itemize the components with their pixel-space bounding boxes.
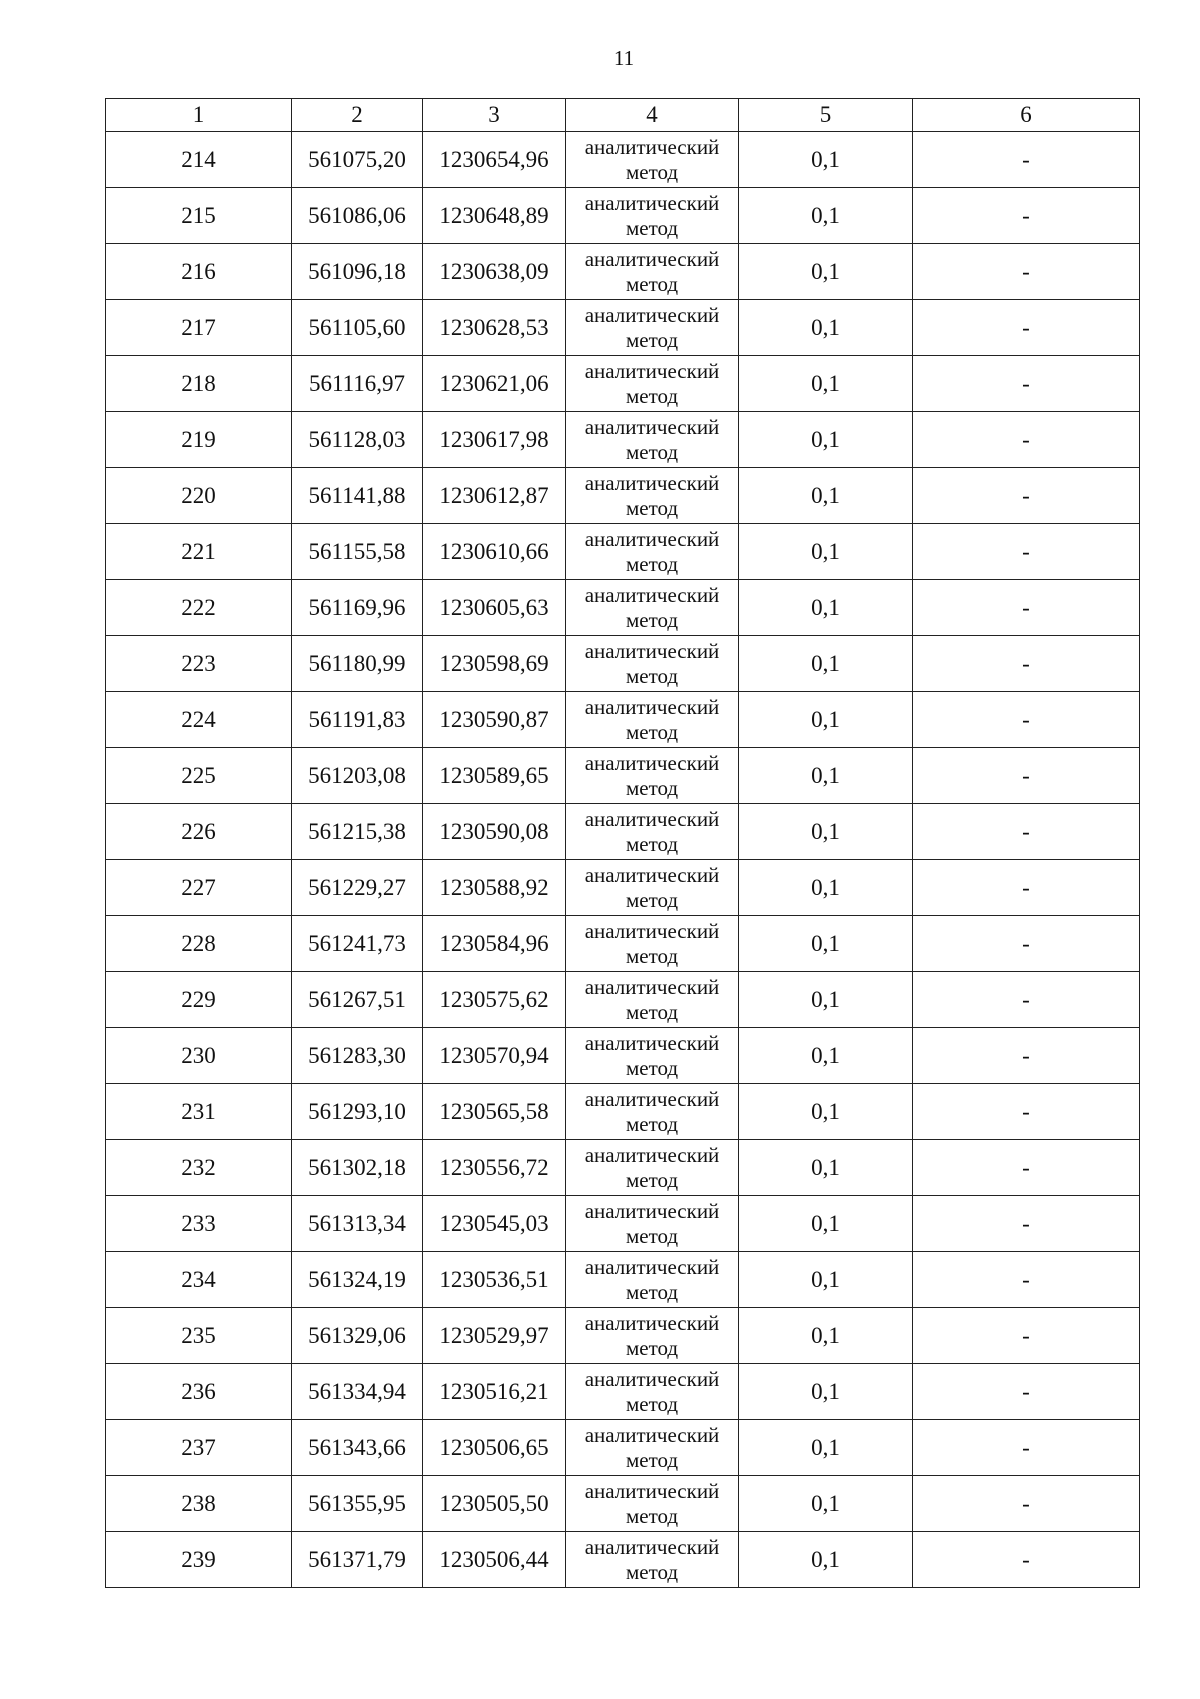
y-coordinate-cell: 1230516,21: [423, 1364, 566, 1420]
x-coordinate-cell: 561128,03: [292, 412, 423, 468]
method-cell: [566, 748, 739, 804]
method-line-1: аналитический: [584, 1142, 720, 1167]
accuracy-cell: 0,1: [739, 1364, 913, 1420]
point-number-cell: 227: [106, 860, 292, 916]
table-row: [106, 244, 1140, 300]
method-line-2: метод: [625, 999, 679, 1024]
method-line-2: метод: [625, 775, 679, 800]
x-coordinate-cell: 561075,20: [292, 132, 423, 188]
y-coordinate-cell: 1230588,92: [423, 860, 566, 916]
method-line-1: аналитический: [584, 1198, 720, 1223]
method-line-1: аналитический: [584, 1366, 720, 1391]
point-number-cell: 234: [106, 1252, 292, 1308]
point-number-cell: 222: [106, 580, 292, 636]
table-row: [106, 524, 1140, 580]
point-number-cell: 224: [106, 692, 292, 748]
method-line-2: метод: [625, 831, 679, 856]
method-line-1: аналитический: [584, 246, 720, 271]
method-line-1: аналитический: [584, 974, 720, 999]
method-line-1: аналитический: [584, 1478, 720, 1503]
method-line-2: метод: [625, 495, 679, 520]
x-coordinate-cell: 561096,18: [292, 244, 423, 300]
method-line-2: метод: [625, 663, 679, 688]
point-number-cell: 223: [106, 636, 292, 692]
table-row: [106, 1252, 1140, 1308]
method-line-1: аналитический: [584, 134, 720, 159]
x-coordinate-cell: 561215,38: [292, 804, 423, 860]
method-line-1: аналитический: [584, 638, 720, 663]
accuracy-cell: 0,1: [739, 1084, 913, 1140]
page-number: 11: [613, 46, 635, 70]
x-coordinate-cell: 561267,51: [292, 972, 423, 1028]
y-coordinate-cell: 1230556,72: [423, 1140, 566, 1196]
accuracy-cell: 0,1: [739, 1252, 913, 1308]
method-line-1: аналитический: [584, 414, 720, 439]
method-cell: [566, 524, 739, 580]
method-cell: [566, 300, 739, 356]
point-number-cell: 238: [106, 1476, 292, 1532]
method-line-2: метод: [625, 1503, 679, 1528]
point-number-cell: 237: [106, 1420, 292, 1476]
method-line-2: метод: [625, 1167, 679, 1192]
accuracy-cell: 0,1: [739, 580, 913, 636]
method-cell: [566, 636, 739, 692]
accuracy-cell: 0,1: [739, 1476, 913, 1532]
method-line-1: аналитический: [584, 470, 720, 495]
method-line-1: аналитический: [584, 1086, 720, 1111]
method-cell: [566, 244, 739, 300]
table-row: [106, 468, 1140, 524]
note-cell: -: [913, 1420, 1140, 1476]
method-line-1: аналитический: [584, 806, 720, 831]
method-line-1: аналитический: [584, 1254, 720, 1279]
method-line-2: метод: [625, 887, 679, 912]
method-line-2: метод: [625, 607, 679, 632]
method-line-2: метод: [625, 1559, 679, 1584]
method-cell: [566, 356, 739, 412]
accuracy-cell: 0,1: [739, 1140, 913, 1196]
accuracy-cell: 0,1: [739, 300, 913, 356]
accuracy-cell: 0,1: [739, 636, 913, 692]
x-coordinate-cell: 561180,99: [292, 636, 423, 692]
method-line-1: аналитический: [584, 918, 720, 943]
note-cell: -: [913, 748, 1140, 804]
point-number-cell: 216: [106, 244, 292, 300]
y-coordinate-cell: 1230610,66: [423, 524, 566, 580]
y-coordinate-cell: 1230612,87: [423, 468, 566, 524]
table-row: [106, 804, 1140, 860]
table-row: [106, 356, 1140, 412]
table-row: [106, 1420, 1140, 1476]
y-coordinate-cell: 1230590,87: [423, 692, 566, 748]
x-coordinate-cell: 561086,06: [292, 188, 423, 244]
x-coordinate-cell: 561116,97: [292, 356, 423, 412]
y-coordinate-cell: 1230545,03: [423, 1196, 566, 1252]
method-line-2: метод: [625, 1279, 679, 1304]
x-coordinate-cell: 561302,18: [292, 1140, 423, 1196]
note-cell: -: [913, 356, 1140, 412]
note-cell: -: [913, 524, 1140, 580]
x-coordinate-cell: 561105,60: [292, 300, 423, 356]
method-line-2: метод: [625, 159, 679, 184]
x-coordinate-cell: 561229,27: [292, 860, 423, 916]
method-line-1: аналитический: [584, 526, 720, 551]
accuracy-cell: 0,1: [739, 916, 913, 972]
method-cell: [566, 1084, 739, 1140]
method-line-1: аналитический: [584, 1030, 720, 1055]
y-coordinate-cell: 1230598,69: [423, 636, 566, 692]
method-cell: [566, 188, 739, 244]
point-number-cell: 217: [106, 300, 292, 356]
point-number-cell: 221: [106, 524, 292, 580]
y-coordinate-cell: 1230638,09: [423, 244, 566, 300]
method-line-1: аналитический: [584, 750, 720, 775]
column-header: 2: [292, 99, 423, 132]
method-line-2: метод: [625, 1335, 679, 1360]
note-cell: -: [913, 1364, 1140, 1420]
note-cell: -: [913, 1308, 1140, 1364]
method-line-1: аналитический: [584, 358, 720, 383]
accuracy-cell: 0,1: [739, 860, 913, 916]
note-cell: -: [913, 804, 1140, 860]
method-line-2: метод: [625, 383, 679, 408]
x-coordinate-cell: 561334,94: [292, 1364, 423, 1420]
x-coordinate-cell: 561203,08: [292, 748, 423, 804]
method-line-1: аналитический: [584, 1534, 720, 1559]
method-line-1: аналитический: [584, 1310, 720, 1335]
x-coordinate-cell: 561141,88: [292, 468, 423, 524]
y-coordinate-cell: 1230584,96: [423, 916, 566, 972]
table-row: [106, 1028, 1140, 1084]
accuracy-cell: 0,1: [739, 524, 913, 580]
x-coordinate-cell: 561283,30: [292, 1028, 423, 1084]
point-number-cell: 236: [106, 1364, 292, 1420]
table-row: [106, 1532, 1140, 1588]
method-line-1: аналитический: [584, 302, 720, 327]
accuracy-cell: 0,1: [739, 1420, 913, 1476]
note-cell: -: [913, 1196, 1140, 1252]
point-number-cell: 239: [106, 1532, 292, 1588]
point-number-cell: 214: [106, 132, 292, 188]
note-cell: -: [913, 1028, 1140, 1084]
table-row: [106, 1196, 1140, 1252]
point-number-cell: 215: [106, 188, 292, 244]
point-number-cell: 219: [106, 412, 292, 468]
method-line-1: аналитический: [584, 694, 720, 719]
method-cell: [566, 1140, 739, 1196]
note-cell: -: [913, 132, 1140, 188]
method-cell: [566, 1420, 739, 1476]
point-number-cell: 226: [106, 804, 292, 860]
y-coordinate-cell: 1230648,89: [423, 188, 566, 244]
y-coordinate-cell: 1230506,65: [423, 1420, 566, 1476]
y-coordinate-cell: 1230570,94: [423, 1028, 566, 1084]
column-header: 4: [566, 99, 739, 132]
y-coordinate-cell: 1230617,98: [423, 412, 566, 468]
method-line-2: метод: [625, 1055, 679, 1080]
accuracy-cell: 0,1: [739, 972, 913, 1028]
method-line-1: аналитический: [584, 1422, 720, 1447]
method-line-1: аналитический: [584, 190, 720, 215]
method-cell: [566, 692, 739, 748]
x-coordinate-cell: 561293,10: [292, 1084, 423, 1140]
method-cell: [566, 1476, 739, 1532]
method-line-2: метод: [625, 327, 679, 352]
method-cell: [566, 804, 739, 860]
point-number-cell: 228: [106, 916, 292, 972]
accuracy-cell: 0,1: [739, 244, 913, 300]
method-line-1: аналитический: [584, 862, 720, 887]
point-number-cell: 233: [106, 1196, 292, 1252]
method-cell: [566, 916, 739, 972]
note-cell: -: [913, 1084, 1140, 1140]
note-cell: -: [913, 916, 1140, 972]
note-cell: -: [913, 1476, 1140, 1532]
method-cell: [566, 1196, 739, 1252]
accuracy-cell: 0,1: [739, 1532, 913, 1588]
note-cell: -: [913, 244, 1140, 300]
method-cell: [566, 132, 739, 188]
table-row: [106, 1364, 1140, 1420]
x-coordinate-cell: 561371,79: [292, 1532, 423, 1588]
accuracy-cell: 0,1: [739, 1028, 913, 1084]
point-number-cell: 220: [106, 468, 292, 524]
y-coordinate-cell: 1230628,53: [423, 300, 566, 356]
y-coordinate-cell: 1230565,58: [423, 1084, 566, 1140]
table-header-row: [106, 99, 1140, 132]
point-number-cell: 229: [106, 972, 292, 1028]
y-coordinate-cell: 1230589,65: [423, 748, 566, 804]
note-cell: -: [913, 1252, 1140, 1308]
note-cell: -: [913, 1532, 1140, 1588]
method-line-2: метод: [625, 943, 679, 968]
point-number-cell: 235: [106, 1308, 292, 1364]
column-header: 5: [739, 99, 913, 132]
point-number-cell: 231: [106, 1084, 292, 1140]
method-line-2: метод: [625, 719, 679, 744]
x-coordinate-cell: 561155,58: [292, 524, 423, 580]
note-cell: -: [913, 468, 1140, 524]
table-row: [106, 1140, 1140, 1196]
note-cell: -: [913, 636, 1140, 692]
y-coordinate-cell: 1230590,08: [423, 804, 566, 860]
y-coordinate-cell: 1230506,44: [423, 1532, 566, 1588]
y-coordinate-cell: 1230621,06: [423, 356, 566, 412]
table-row: [106, 300, 1140, 356]
table-row: [106, 188, 1140, 244]
method-line-2: метод: [625, 1391, 679, 1416]
method-cell: [566, 1364, 739, 1420]
table-row: [106, 692, 1140, 748]
y-coordinate-cell: 1230605,63: [423, 580, 566, 636]
y-coordinate-cell: 1230505,50: [423, 1476, 566, 1532]
point-number-cell: 230: [106, 1028, 292, 1084]
method-line-2: метод: [625, 551, 679, 576]
table-row: [106, 1476, 1140, 1532]
table-row: [106, 972, 1140, 1028]
point-number-cell: 225: [106, 748, 292, 804]
y-coordinate-cell: 1230536,51: [423, 1252, 566, 1308]
point-number-cell: 232: [106, 1140, 292, 1196]
y-coordinate-cell: 1230529,97: [423, 1308, 566, 1364]
note-cell: -: [913, 692, 1140, 748]
note-cell: -: [913, 860, 1140, 916]
accuracy-cell: 0,1: [739, 188, 913, 244]
method-cell: [566, 860, 739, 916]
method-cell: [566, 1532, 739, 1588]
method-cell: [566, 1308, 739, 1364]
method-cell: [566, 580, 739, 636]
x-coordinate-cell: 561329,06: [292, 1308, 423, 1364]
note-cell: -: [913, 300, 1140, 356]
table-row: [106, 748, 1140, 804]
accuracy-cell: 0,1: [739, 1308, 913, 1364]
column-header: 6: [913, 99, 1140, 132]
table-row: [106, 1308, 1140, 1364]
table-row: [106, 916, 1140, 972]
x-coordinate-cell: 561191,83: [292, 692, 423, 748]
table-row: [106, 1084, 1140, 1140]
note-cell: -: [913, 972, 1140, 1028]
method-cell: [566, 468, 739, 524]
accuracy-cell: 0,1: [739, 468, 913, 524]
accuracy-cell: 0,1: [739, 412, 913, 468]
table-body: [106, 132, 1140, 1588]
point-number-cell: 218: [106, 356, 292, 412]
y-coordinate-cell: 1230575,62: [423, 972, 566, 1028]
method-line-1: аналитический: [584, 582, 720, 607]
coordinates-table: [105, 98, 1140, 1588]
column-header: 1: [106, 99, 292, 132]
method-line-2: метод: [625, 439, 679, 464]
table-row: [106, 636, 1140, 692]
accuracy-cell: 0,1: [739, 356, 913, 412]
method-line-2: метод: [625, 271, 679, 296]
accuracy-cell: 0,1: [739, 132, 913, 188]
x-coordinate-cell: 561169,96: [292, 580, 423, 636]
method-line-2: метод: [625, 215, 679, 240]
method-cell: [566, 412, 739, 468]
accuracy-cell: 0,1: [739, 804, 913, 860]
x-coordinate-cell: 561343,66: [292, 1420, 423, 1476]
note-cell: -: [913, 412, 1140, 468]
method-cell: [566, 1028, 739, 1084]
method-line-2: метод: [625, 1223, 679, 1248]
method-line-2: метод: [625, 1447, 679, 1472]
table-row: [106, 132, 1140, 188]
method-cell: [566, 972, 739, 1028]
accuracy-cell: 0,1: [739, 748, 913, 804]
accuracy-cell: 0,1: [739, 692, 913, 748]
table-row: [106, 412, 1140, 468]
note-cell: -: [913, 580, 1140, 636]
method-line-2: метод: [625, 1111, 679, 1136]
table-row: [106, 860, 1140, 916]
x-coordinate-cell: 561241,73: [292, 916, 423, 972]
accuracy-cell: 0,1: [739, 1196, 913, 1252]
x-coordinate-cell: 561324,19: [292, 1252, 423, 1308]
column-header: 3: [423, 99, 566, 132]
method-cell: [566, 1252, 739, 1308]
note-cell: -: [913, 188, 1140, 244]
x-coordinate-cell: 561355,95: [292, 1476, 423, 1532]
table-row: [106, 580, 1140, 636]
x-coordinate-cell: 561313,34: [292, 1196, 423, 1252]
y-coordinate-cell: 1230654,96: [423, 132, 566, 188]
note-cell: -: [913, 1140, 1140, 1196]
